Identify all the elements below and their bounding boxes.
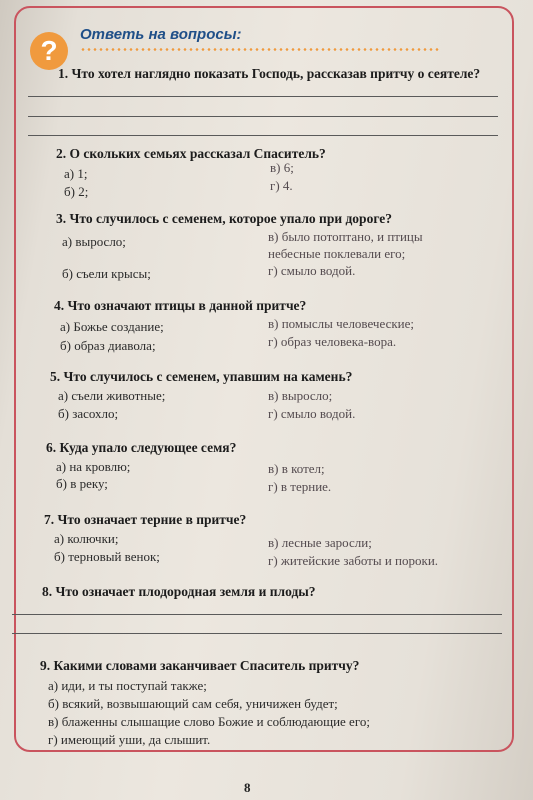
question-3: 3. Что случилось с семенем, которое упало при дороге?: [56, 211, 393, 226]
option-a[interactable]: а) Божье создание;: [60, 319, 164, 334]
option-a[interactable]: а) 1;: [64, 166, 88, 181]
option-d[interactable]: г) образ человека-вора.: [268, 334, 397, 349]
option-d[interactable]: г) 4.: [270, 178, 293, 193]
question-5: 5. Что случилось с семенем, упавшим на камень?: [50, 369, 353, 384]
option-b[interactable]: б) засохло;: [58, 406, 119, 421]
answer-line[interactable]: [28, 135, 498, 136]
option-a[interactable]: а) на кровлю;: [56, 459, 131, 474]
option-c[interactable]: в) в котел;: [268, 461, 325, 476]
option-b[interactable]: б) терновый венок;: [54, 549, 160, 564]
answer-line[interactable]: [12, 614, 502, 615]
question-mark-icon: ?: [30, 32, 68, 70]
option-c[interactable]: в) помыслы человеческие;: [268, 316, 414, 331]
option-d[interactable]: г) имеющий уши, да слышит.: [48, 732, 211, 747]
question-6: 6. Куда упало следующее семя?: [46, 440, 237, 455]
option-a[interactable]: а) съели животные;: [58, 388, 166, 403]
option-b[interactable]: б) образ диавола;: [60, 338, 156, 353]
option-b[interactable]: б) в реку;: [56, 476, 108, 491]
question-1: 1. Что хотел наглядно показать Господь, рассказав притчу о сеятеле?: [58, 66, 481, 81]
option-c[interactable]: в) 6;: [270, 160, 294, 175]
answer-line[interactable]: [12, 633, 502, 634]
question-9: 9. Какими словами заканчивает Спаситель притчу?: [40, 658, 360, 673]
dotted-underline: [80, 48, 440, 51]
option-a[interactable]: а) иди, и ты поступай также;: [48, 678, 207, 693]
section-title: Ответь на вопросы:: [80, 26, 242, 43]
option-a[interactable]: а) выросло;: [62, 234, 126, 249]
option-c-continued: небесные поклевали его;: [268, 246, 406, 261]
question-7: 7. Что означает терние в притче?: [44, 512, 247, 527]
option-d[interactable]: г) смыло водой.: [268, 406, 356, 421]
question-4: 4. Что означают птицы в данной притче?: [54, 298, 307, 313]
option-c[interactable]: в) выросло;: [268, 388, 333, 403]
question-8: 8. Что означает плодородная земля и плоды?: [42, 584, 316, 599]
answer-line[interactable]: [28, 116, 498, 117]
option-b[interactable]: б) съели крысы;: [62, 266, 151, 281]
answer-line[interactable]: [28, 96, 498, 97]
option-c[interactable]: в) было потоптано, и птицы: [268, 229, 423, 244]
option-b[interactable]: б) всякий, возвышающий сам себя, уничижен будет;: [48, 696, 338, 711]
option-c[interactable]: в) лесные заросли;: [268, 535, 372, 550]
option-d[interactable]: г) в терние.: [268, 479, 332, 494]
option-c[interactable]: в) блаженны слышащие слово Божие и соблюдающие его;: [48, 714, 370, 729]
option-d[interactable]: г) житейские заботы и пороки.: [268, 553, 439, 568]
question-2: 2. О скольких семьях рассказал Спаситель?: [56, 146, 326, 161]
option-d[interactable]: г) смыло водой.: [268, 263, 356, 278]
option-a[interactable]: а) колючки;: [54, 531, 119, 546]
page-number: 8: [244, 780, 251, 795]
option-b[interactable]: б) 2;: [64, 184, 89, 199]
